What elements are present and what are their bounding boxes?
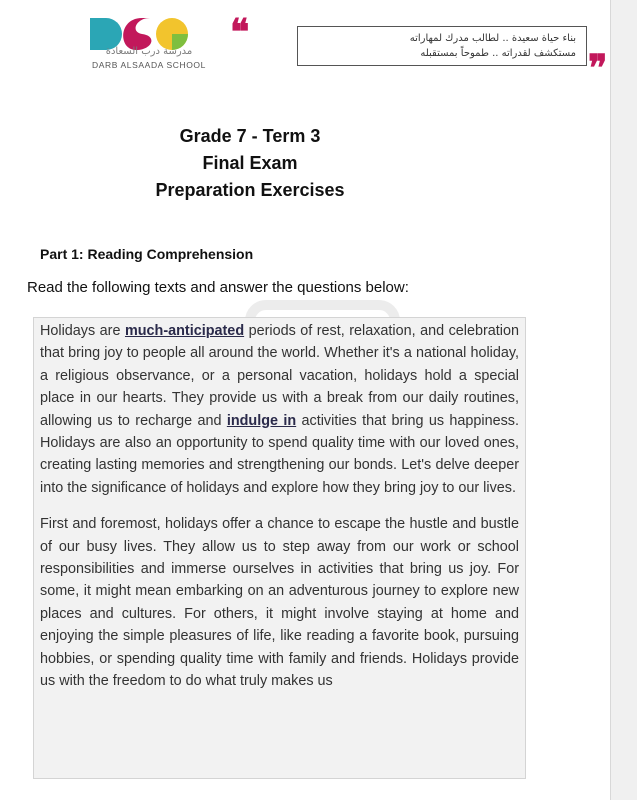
passage-paragraph-2: First and foremost, holidays offer a chance to escape the hustle and bustle of our busy lives. They allow us to step away from our work or school responsibilities and immerse ourselves in activities that bring us joy. For some, it might mean embarking on an adventurous journey to explore new places and cultures. For others, it might involve staying at home and enjoying the simple pleasures of life, like reading a favorite book, pursuing hobbies, or spending quality time with family and friends. Holidays provide us with the freedom to do what truly makes us — [40, 516, 519, 690]
passage-text: periods of rest, relaxation, and celebration that bring joy to people all around the world. Whether it's a national holiday, a religious observance, or a personal vacation, holidays hold a special place in our hearts. They provide us with a break from our daily routines, allowing us to recharge and — [40, 323, 520, 429]
passage-text: Holidays are — [40, 323, 125, 339]
title-preparation: Preparation Exercises — [155, 180, 345, 200]
slogan-line-2: مستكشف لقدراته .. طموحاً بمستقبله — [420, 48, 576, 59]
logo-text-arabic: مدرسة درب السعادة — [105, 46, 193, 57]
quote-close-icon: ❞ — [588, 47, 608, 89]
title-grade-term: Grade 7 - Term 3 — [179, 126, 321, 146]
reading-passage — [33, 317, 526, 779]
title-final-exam: Final Exam — [202, 153, 298, 173]
passage-paragraph-1 — [40, 320, 519, 499]
page-edge — [610, 0, 637, 800]
exam-title — [130, 123, 370, 204]
slogan-line-1: بناء حياة سعيدة .. لطالب مدرك لمهاراته — [409, 33, 576, 44]
school-header — [0, 0, 611, 89]
quote-open-icon: ❝ — [230, 11, 250, 53]
vocabulary-keyword: indulge in — [226, 412, 297, 429]
vocabulary-keyword: much-anticipated — [124, 323, 245, 339]
part-1-heading: Part 1: Reading Comprehension — [40, 246, 254, 262]
passage-text: activities that bring us happiness. Holidays are also an opportunity to spend quality time with our loved ones, creating lasting memories and strengthening our bonds. Let's delve deeper into the significance of holidays and explore how they bring joy to our lives. — [40, 412, 519, 496]
school-slogan — [297, 26, 587, 66]
logo-text-english: DARB ALSAADA SCHOOL — [92, 60, 206, 70]
instruction-text: Read the following texts and answer the questions below: — [27, 279, 409, 296]
